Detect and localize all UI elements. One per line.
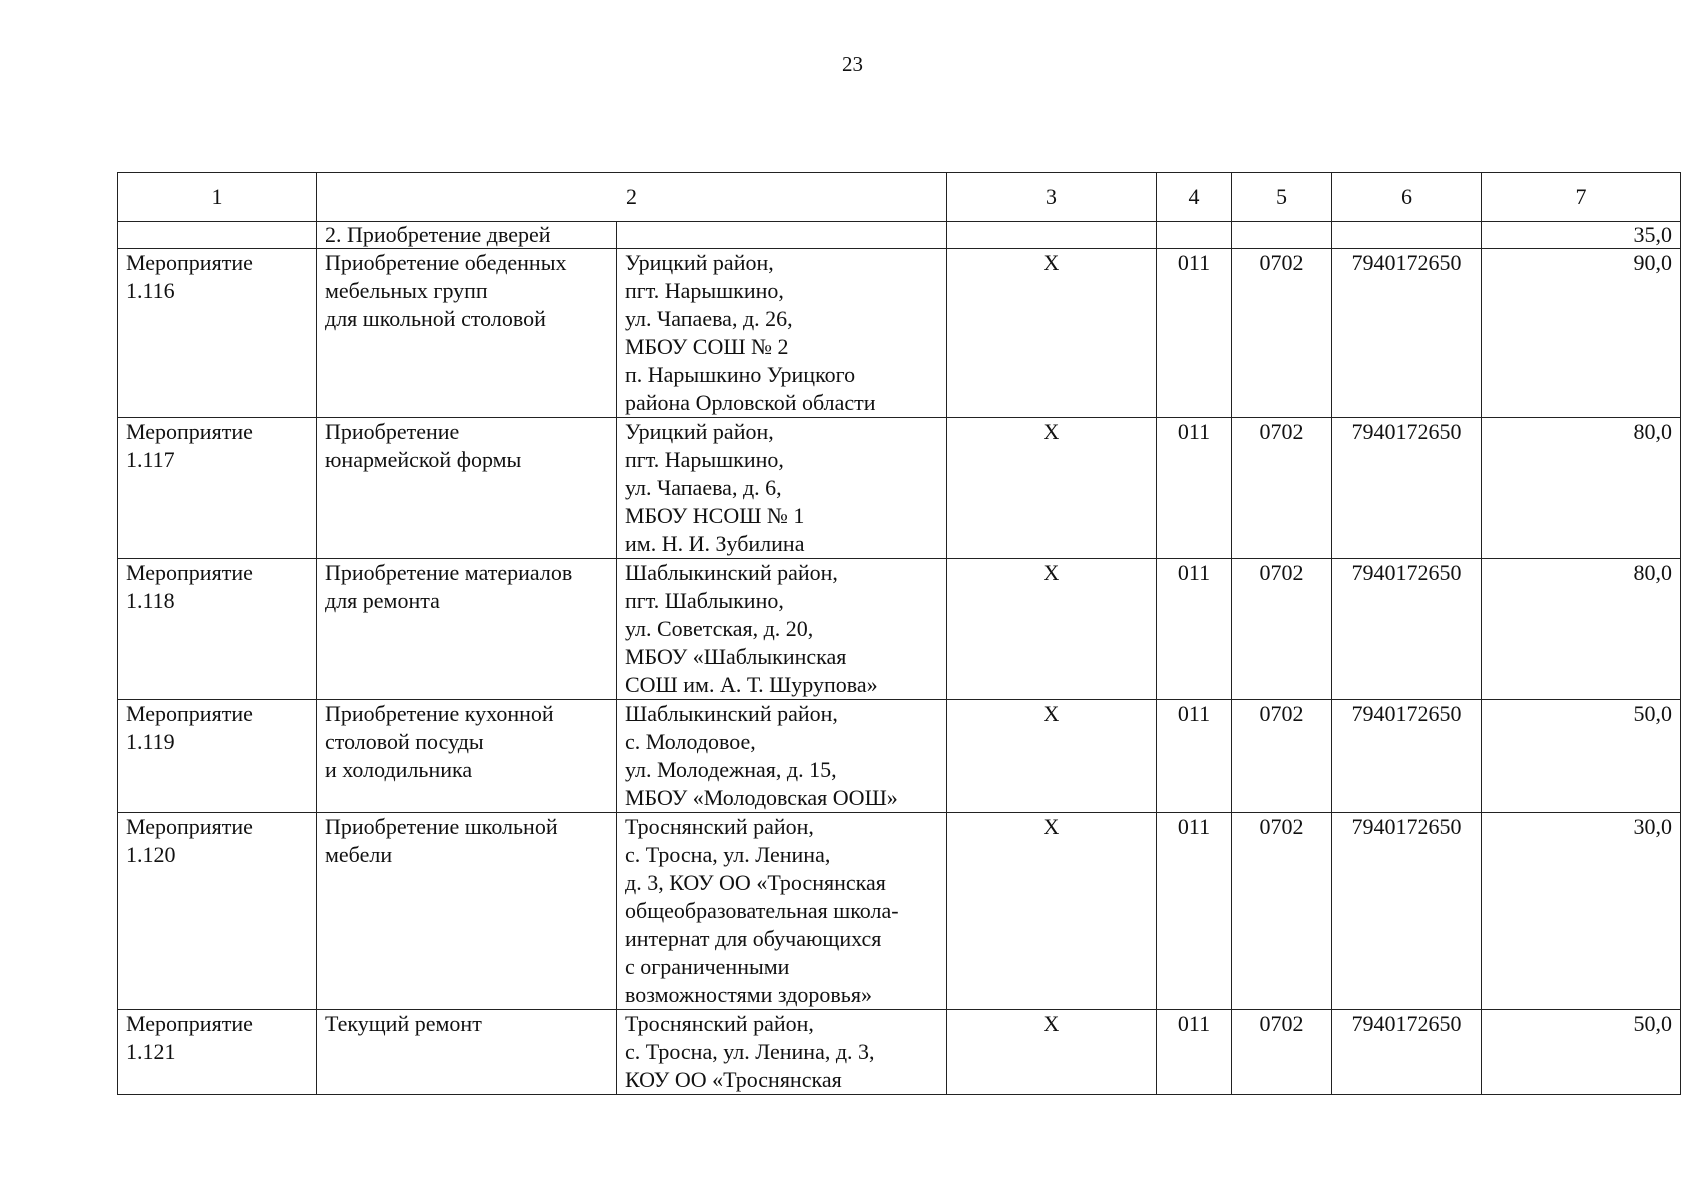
col6-cell: 7940172650 — [1332, 559, 1482, 700]
cell-line: Мероприятие — [126, 814, 253, 839]
cell-line: с. Тросна, ул. Ленина, д. 3, — [625, 1039, 875, 1064]
cell-line: Шаблыкинский район, — [625, 701, 838, 726]
col4-cell: 011 — [1157, 559, 1232, 700]
cell-line: Мероприятие — [126, 1011, 253, 1036]
col3-cell: Х — [947, 418, 1157, 559]
section-empty-cell — [947, 222, 1157, 249]
cell-line: МБОУ «Молодовская ООШ» — [625, 785, 898, 810]
cell-line: МБОУ СОШ № 2 — [625, 334, 789, 359]
column-header: 2 — [317, 173, 947, 222]
budget-table — [117, 172, 1681, 1095]
header-row — [118, 173, 1681, 222]
cell-line: района Орловской области — [625, 390, 876, 415]
cell-line: Урицкий район, — [625, 419, 774, 444]
col6-cell: 7940172650 — [1332, 1010, 1482, 1095]
cell-line: Приобретение — [325, 419, 460, 444]
col4-cell: 011 — [1157, 813, 1232, 1010]
col3-cell: Х — [947, 1010, 1157, 1095]
cell-line: 1.118 — [126, 588, 175, 613]
page-number: 23 — [842, 52, 863, 76]
cell-line: общеобразовательная школа- — [625, 898, 899, 923]
cell-line: 1.117 — [126, 447, 175, 472]
column-header: 6 — [1332, 173, 1482, 222]
cell-line: и холодильника — [325, 757, 473, 782]
col5-cell: 0702 — [1232, 813, 1332, 1010]
col6-cell: 7940172650 — [1332, 813, 1482, 1010]
column-header: 3 — [947, 173, 1157, 222]
cell-line: п. Нарышкино Урицкого — [625, 362, 856, 387]
section-empty-cell — [1332, 222, 1482, 249]
amount-cell: 50,0 — [1482, 700, 1681, 813]
cell-line: интернат для обучающихся — [625, 926, 882, 951]
address-cell — [617, 700, 947, 813]
cell-line: Текущий ремонт — [325, 1011, 482, 1036]
cell-line: СОШ им. А. Т. Шурупова» — [625, 672, 878, 697]
section-empty-cell — [118, 222, 317, 249]
cell-line: с. Тросна, ул. Ленина, — [625, 842, 831, 867]
col3-cell: Х — [947, 249, 1157, 418]
col3-cell: Х — [947, 813, 1157, 1010]
cell-line: Шаблыкинский район, — [625, 560, 838, 585]
section-amount: 35,0 — [1482, 222, 1681, 249]
cell-line: Мероприятие — [126, 419, 253, 444]
col6-cell: 7940172650 — [1332, 249, 1482, 418]
column-header: 5 — [1232, 173, 1332, 222]
col4-cell: 011 — [1157, 418, 1232, 559]
event-name-cell — [317, 1010, 617, 1095]
section-title: 2. Приобретение дверей — [317, 222, 617, 249]
cell-line: КОУ ОО «Троснянская — [625, 1067, 842, 1092]
cell-line: 1.120 — [126, 842, 176, 867]
cell-line: юнармейской формы — [325, 447, 522, 472]
cell-line: Приобретение материалов — [325, 560, 573, 585]
event-name-cell — [317, 813, 617, 1010]
section-empty-cell — [1157, 222, 1232, 249]
col5-cell: 0702 — [1232, 418, 1332, 559]
section-empty-cell — [617, 222, 947, 249]
col5-cell: 0702 — [1232, 1010, 1332, 1095]
cell-line: ул. Советская, д. 20, — [625, 616, 814, 641]
cell-line: МБОУ «Шаблыкинская — [625, 644, 847, 669]
cell-line: Мероприятие — [126, 250, 253, 275]
cell-line: Троснянский район, — [625, 814, 814, 839]
event-number-cell — [118, 700, 317, 813]
cell-line: Троснянский район, — [625, 1011, 814, 1036]
cell-line: пгт. Шаблыкино, — [625, 588, 784, 613]
col4-cell: 011 — [1157, 249, 1232, 418]
cell-line: им. Н. И. Зубилина — [625, 531, 805, 556]
cell-line: Урицкий район, — [625, 250, 774, 275]
col5-cell: 0702 — [1232, 559, 1332, 700]
cell-line: столовой посуды — [325, 729, 484, 754]
col5-cell: 0702 — [1232, 249, 1332, 418]
event-number-cell — [118, 813, 317, 1010]
col6-cell: 7940172650 — [1332, 700, 1482, 813]
col4-cell: 011 — [1157, 700, 1232, 813]
cell-line: Приобретение кухонной — [325, 701, 554, 726]
column-header: 7 — [1482, 173, 1681, 222]
cell-line: 1.116 — [126, 278, 175, 303]
amount-cell: 30,0 — [1482, 813, 1681, 1010]
cell-line: пгт. Нарышкино, — [625, 447, 784, 472]
cell-line: для школьной столовой — [325, 306, 546, 331]
event-number-cell — [118, 418, 317, 559]
event-name-cell — [317, 249, 617, 418]
cell-line: д. 3, КОУ ОО «Троснянская — [625, 870, 886, 895]
cell-line: пгт. Нарышкино, — [625, 278, 784, 303]
event-name-cell — [317, 559, 617, 700]
cell-line: Мероприятие — [126, 560, 253, 585]
cell-line: Приобретение обеденных — [325, 250, 567, 275]
cell-line: для ремонта — [325, 588, 440, 613]
table-row — [118, 700, 1681, 813]
event-number-cell — [118, 559, 317, 700]
col4-cell: 011 — [1157, 1010, 1232, 1095]
event-name-cell — [317, 418, 617, 559]
event-number-cell — [118, 249, 317, 418]
column-header: 1 — [118, 173, 317, 222]
column-header: 4 — [1157, 173, 1232, 222]
event-name-cell — [317, 700, 617, 813]
col3-cell: Х — [947, 559, 1157, 700]
address-cell — [617, 813, 947, 1010]
cell-line: Приобретение школьной — [325, 814, 558, 839]
amount-cell: 80,0 — [1482, 559, 1681, 700]
cell-line: с ограниченными — [625, 954, 790, 979]
cell-line: ул. Чапаева, д. 6, — [625, 475, 782, 500]
address-cell — [617, 249, 947, 418]
amount-cell: 50,0 — [1482, 1010, 1681, 1095]
cell-line: мебели — [325, 842, 393, 867]
cell-line: мебельных групп — [325, 278, 488, 303]
col3-cell: Х — [947, 700, 1157, 813]
table-row — [118, 559, 1681, 700]
section-empty-cell — [1232, 222, 1332, 249]
col5-cell: 0702 — [1232, 700, 1332, 813]
cell-line: Мероприятие — [126, 701, 253, 726]
cell-line: МБОУ НСОШ № 1 — [625, 503, 805, 528]
col6-cell: 7940172650 — [1332, 418, 1482, 559]
table-row — [118, 813, 1681, 1010]
event-number-cell — [118, 1010, 317, 1095]
cell-line: 1.119 — [126, 729, 175, 754]
cell-line: возможностями здоровья» — [625, 982, 872, 1007]
cell-line: ул. Чапаева, д. 26, — [625, 306, 793, 331]
section-row — [118, 222, 1681, 249]
address-cell — [617, 559, 947, 700]
cell-line: с. Молодовое, — [625, 729, 756, 754]
cell-line: 1.121 — [126, 1039, 176, 1064]
table-row — [118, 418, 1681, 559]
address-cell — [617, 418, 947, 559]
amount-cell: 90,0 — [1482, 249, 1681, 418]
address-cell — [617, 1010, 947, 1095]
cell-line: ул. Молодежная, д. 15, — [625, 757, 837, 782]
amount-cell: 80,0 — [1482, 418, 1681, 559]
table-row — [118, 249, 1681, 418]
table-row — [118, 1010, 1681, 1095]
